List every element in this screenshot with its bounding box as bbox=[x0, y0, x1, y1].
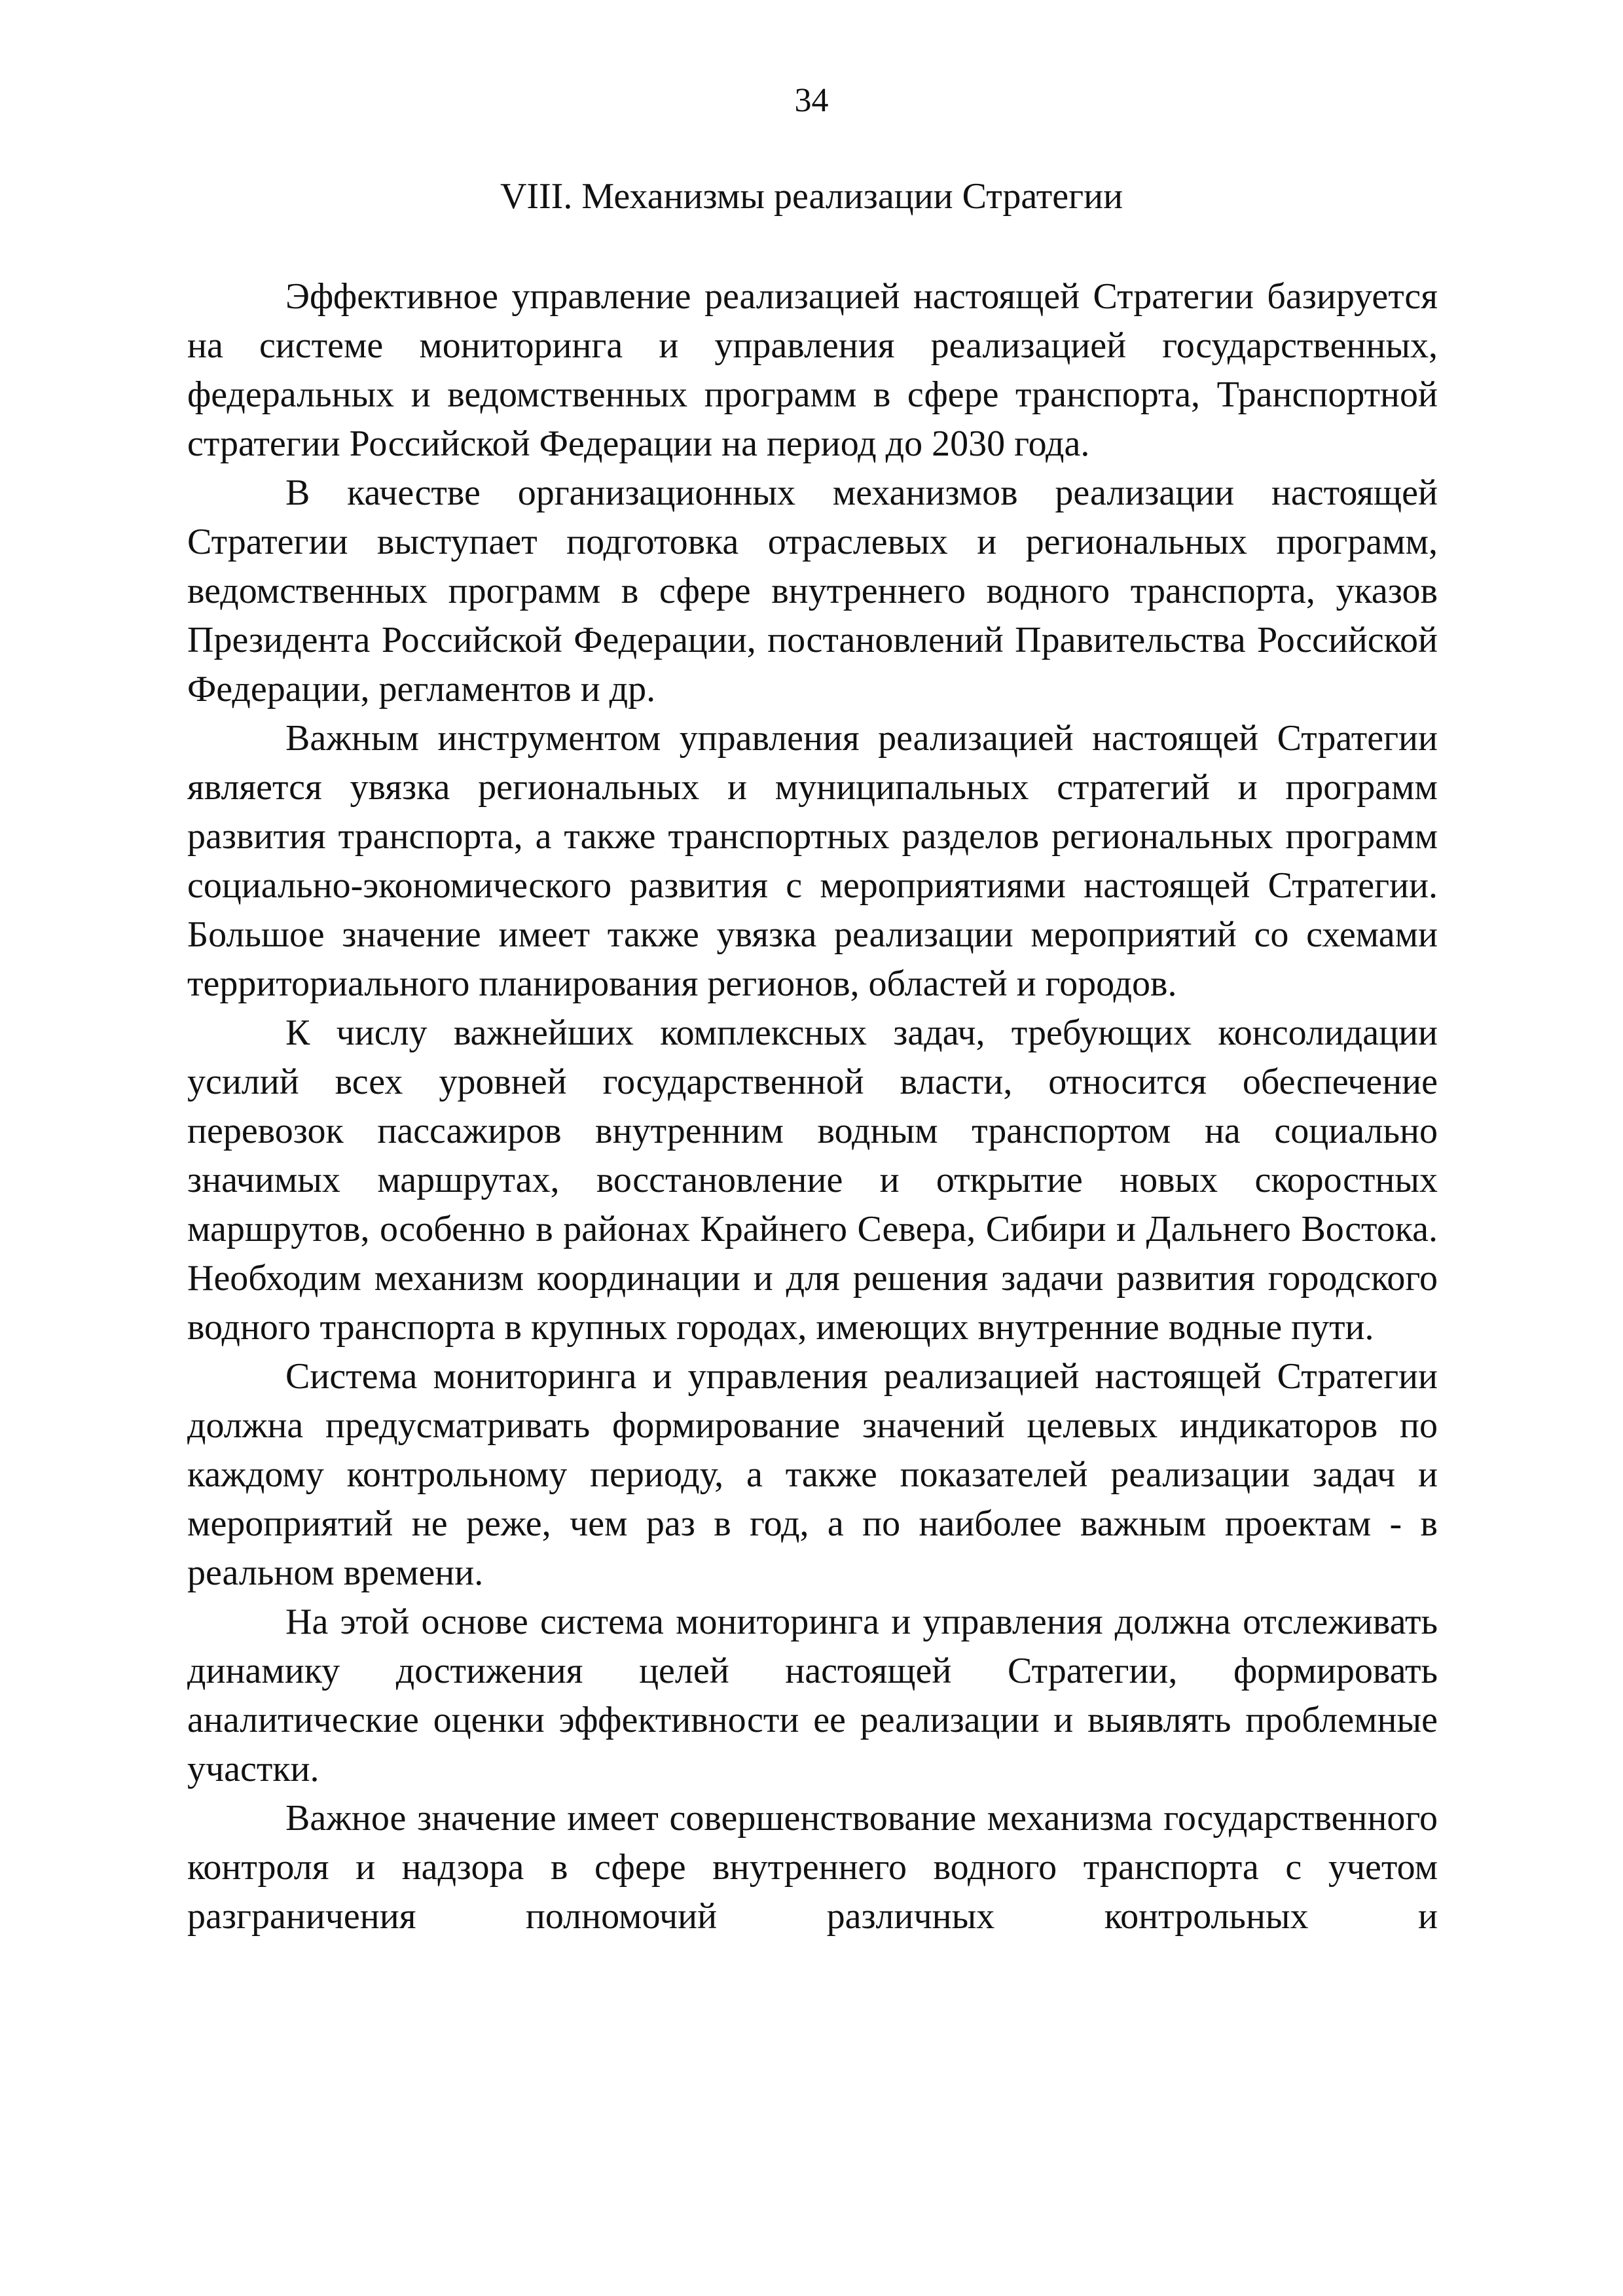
section-title: VIII. Механизмы реализации Стратегии bbox=[500, 176, 1123, 217]
paragraph: Система мониторинга и управления реализацией настоящей Стратегии должна предусматривать формирование значений целевых индикаторов по каждому контрольному периоду, а также показателей реализации задач и мероприятий не реже, чем раз в год, а по наиболее важным проектам - в реальном времени. bbox=[187, 1356, 1438, 1593]
body-text bbox=[187, 272, 1438, 1941]
paragraph: Важное значение имеет совершенствование механизма государственного контроля и надзора в сфере внутреннего водного транспорта с учетом разграничения полномочий различных контрольных и bbox=[187, 1798, 1438, 1937]
paragraph: Важным инструментом управления реализацией настоящей Стратегии является увязка региональных и муниципальных стратегий и программ развития транспорта, а также транспортных разделов региональных программ социально-экономического развития с мероприятиями настоящей Стратегии. Большое значение имеет также увязка реализации мероприятий со схемами территориального планирования регионов, областей и городов. bbox=[187, 718, 1438, 1004]
paragraph: В качестве организационных механизмов реализации настоящей Стратегии выступает подготовка отраслевых и региональных программ, ведомственных программ в сфере внутреннего водного транспорта, указов Президента Российской Федерации, постановлений Правительства Российской Федерации, регламентов и др. bbox=[187, 473, 1438, 709]
paragraph: Эффективное управление реализацией настоящей Стратегии базируется на системе мониторинга и управления реализацией государственных, федеральных и ведомственных программ в сфере транспорта, Транспортной стратегии Российской Федерации на период до 2030 года. bbox=[187, 276, 1438, 464]
page-number: 34 bbox=[794, 82, 829, 119]
paragraph: На этой основе система мониторинга и управления должна отслеживать динамику достижения целей настоящей Стратегии, формировать аналитические оценки эффективности ее реализации и выявлять проблемные участки. bbox=[187, 1602, 1438, 1789]
paragraph: К числу важнейших комплексных задач, требующих консолидации усилий всех уровней государственной власти, относится обеспечение перевозок пассажиров внутренним водным транспортом на социально значимых маршрутах, восстановление и открытие новых скоростных маршрутов, особенно в районах Крайнего Севера, Сибири и Дальнего Востока. Необходим механизм координации и для решения задачи развития городского водного транспорта в крупных городах, имеющих внутренние водные пути. bbox=[187, 1013, 1438, 1348]
